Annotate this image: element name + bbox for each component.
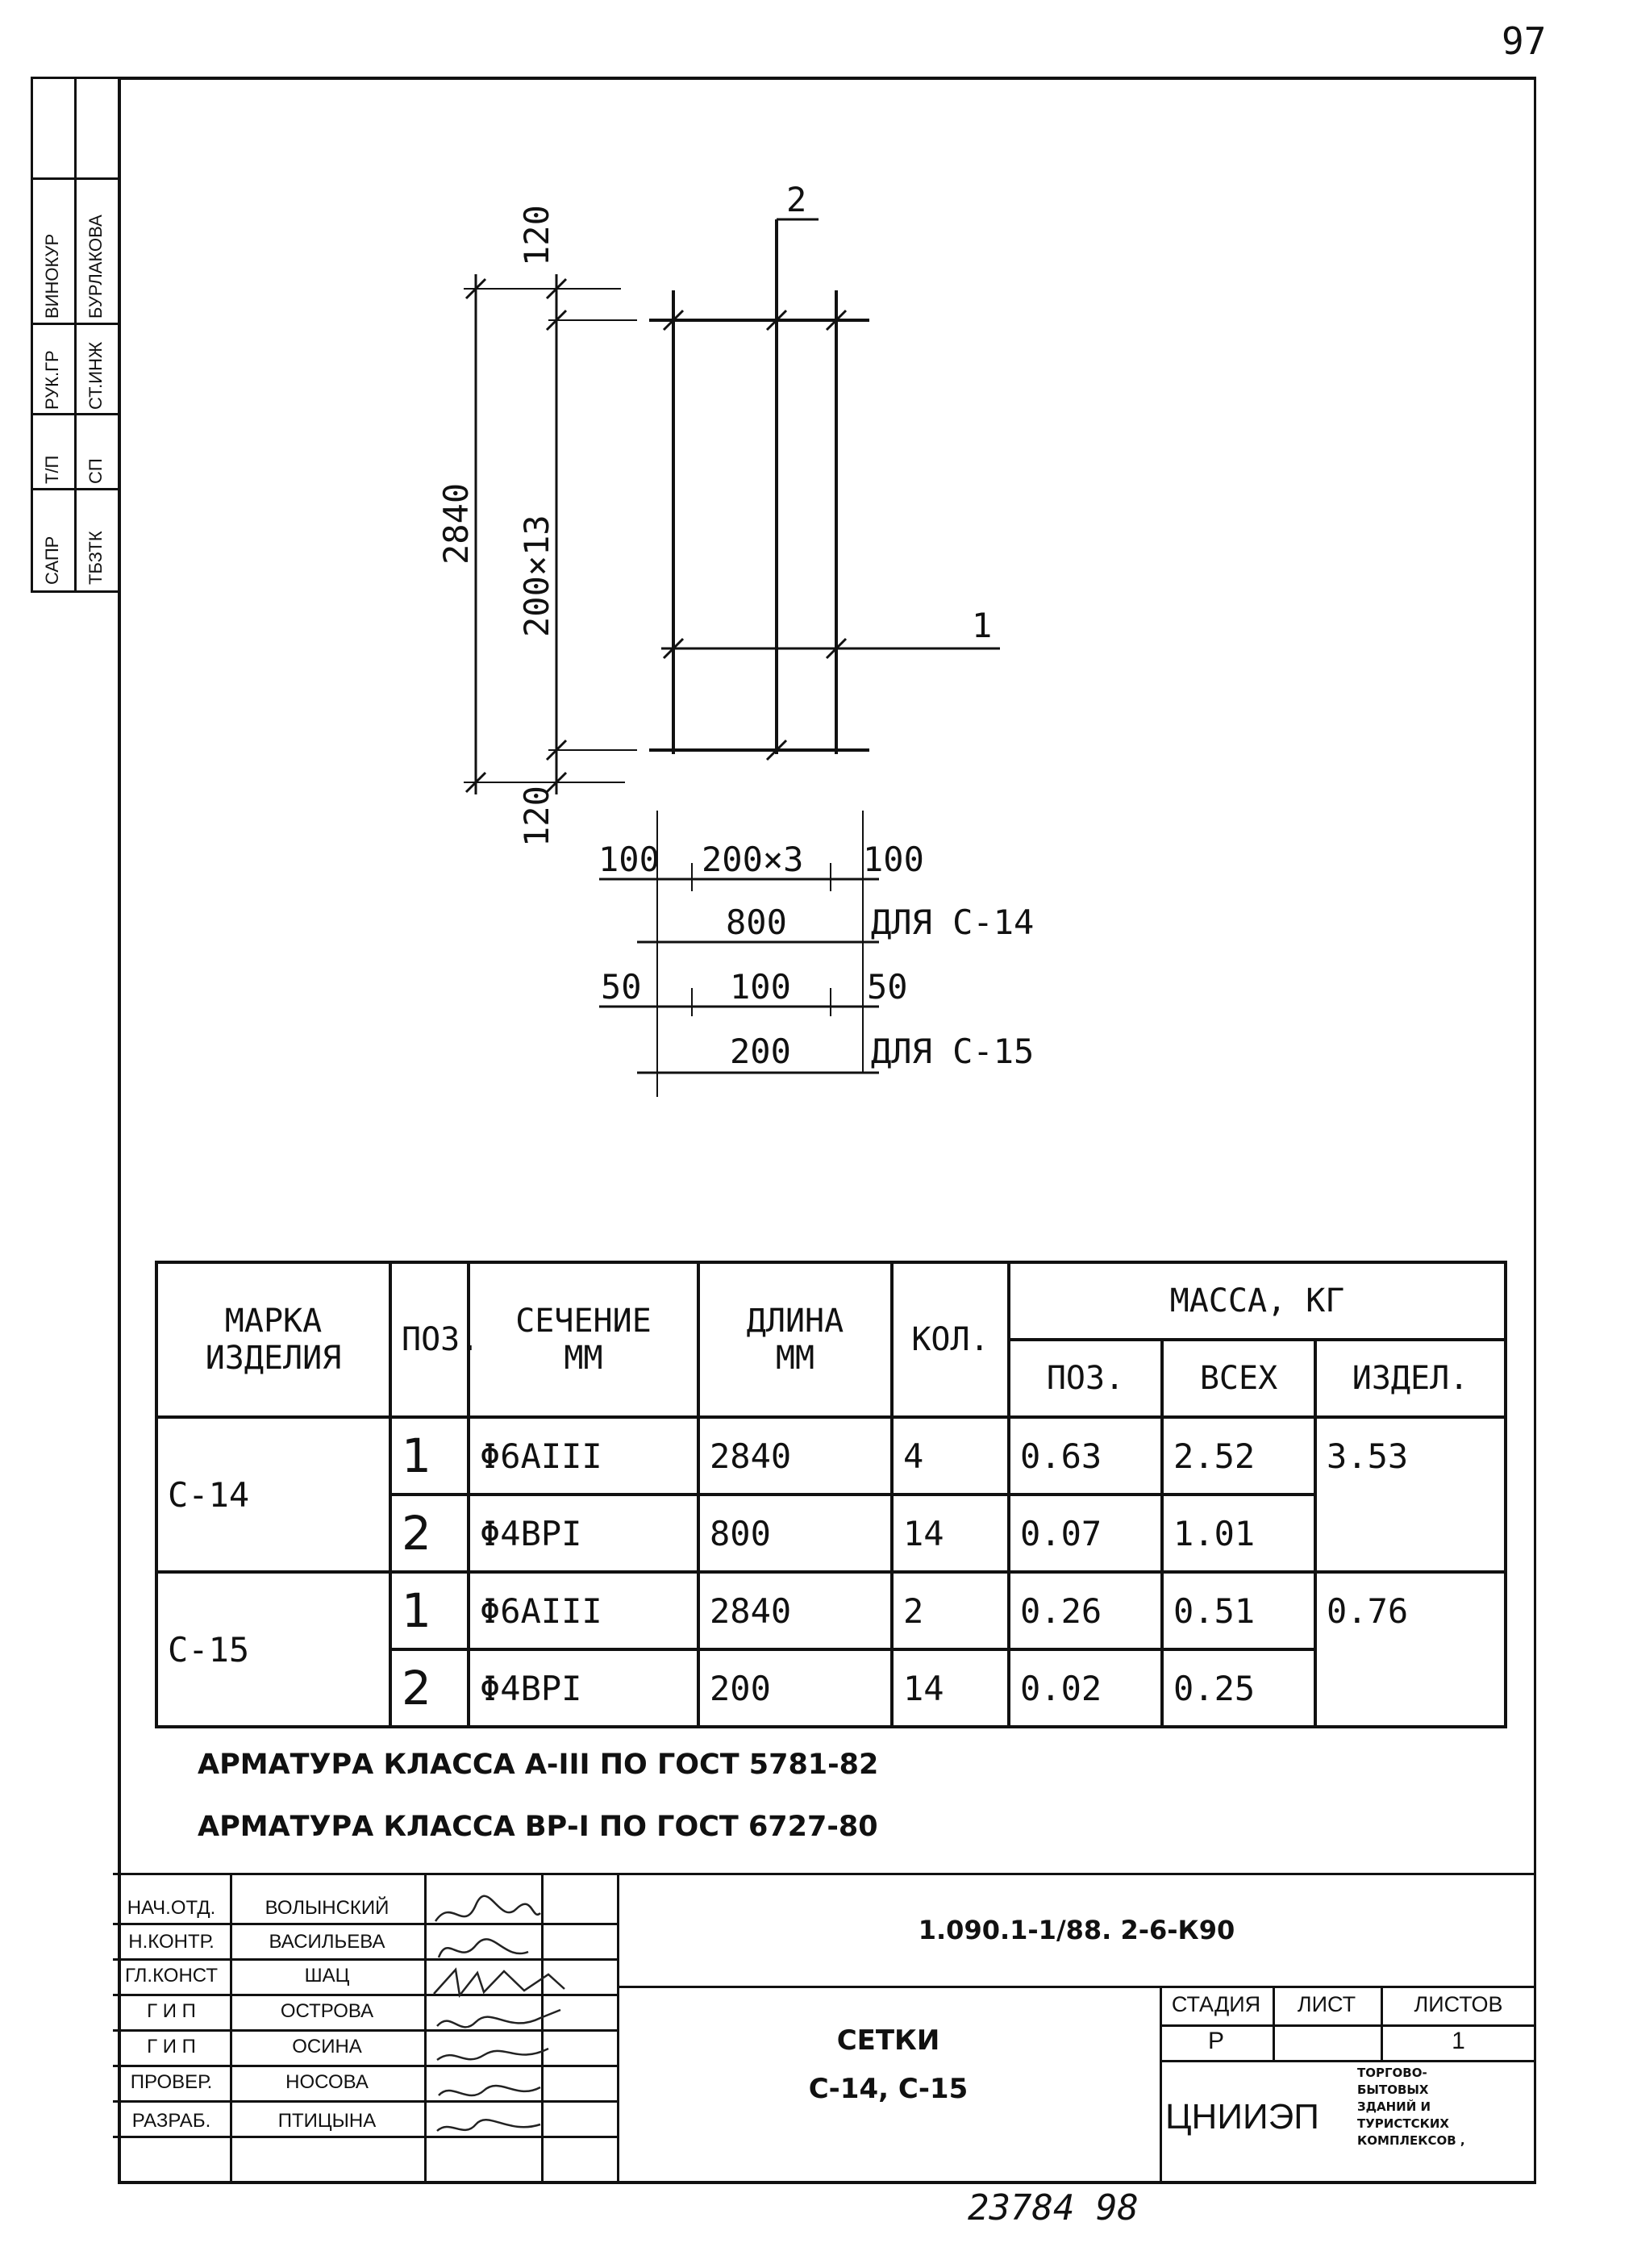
title-block <box>113 1873 1536 2184</box>
dim-top: 120 <box>517 205 556 266</box>
name-cell: ОСТРОВА <box>280 2000 374 2022</box>
mass-item-cell: 0.76 <box>1315 1572 1506 1727</box>
mass-all-cell: 2.52 <box>1162 1417 1315 1495</box>
org-name: ЦНИИЭП <box>1165 2097 1319 2137</box>
mass-all-cell: 1.01 <box>1162 1495 1315 1572</box>
role-cell: ГЛ.КОНСТ <box>125 1965 218 1987</box>
title-line-2: С-14, С-15 <box>808 2073 969 2105</box>
section-cell: Φ4BPI <box>469 1649 698 1727</box>
spec-table <box>155 1261 1507 1728</box>
mass-pos-cell: 0.07 <box>1009 1495 1162 1572</box>
stamp-r1-0: ВИНОКУР <box>42 233 62 319</box>
qty-cell: 14 <box>892 1495 1009 1572</box>
header-mass-item: ИЗДЕЛ. <box>1315 1340 1506 1417</box>
sheets-label: ЛИСТОВ <box>1414 1992 1503 2016</box>
mass-pos-cell: 0.02 <box>1009 1649 1162 1727</box>
pos-cell: 1 <box>390 1417 469 1495</box>
mark-cell: С-15 <box>156 1572 390 1727</box>
section-cell: Φ4BPI <box>469 1495 698 1572</box>
header-section: СЕЧЕНИЕ ММ <box>469 1262 698 1417</box>
stage-value: Р <box>1207 2028 1224 2054</box>
pos-cell: 2 <box>390 1495 469 1572</box>
qty-cell: 4 <box>892 1417 1009 1495</box>
header-mass-pos: ПОЗ. <box>1009 1340 1162 1417</box>
header-mass: МАССА, КГ <box>1009 1262 1506 1340</box>
mass-all-cell: 0.25 <box>1162 1649 1315 1727</box>
stamp-r2-1: СТ.ИНЖ <box>85 341 106 410</box>
stage-label: СТАДИЯ <box>1171 1992 1261 2016</box>
role-cell: Г И П <box>147 2000 196 2022</box>
length-cell: 2840 <box>698 1572 892 1649</box>
mass-pos-cell: 0.26 <box>1009 1572 1162 1649</box>
row1-left: 100 <box>598 840 660 879</box>
stamp-r1-3: САПР <box>42 536 62 585</box>
dim-span: 200×13 <box>517 515 556 637</box>
mass-pos-cell: 0.63 <box>1009 1417 1162 1495</box>
qty-cell: 2 <box>892 1572 1009 1649</box>
role-cell: Г И П <box>147 2036 196 2057</box>
header-qty: КОЛ. <box>892 1262 1009 1417</box>
role-cell: ПРОВЕР. <box>130 2071 213 2093</box>
mark-cell: С-14 <box>156 1417 390 1572</box>
mass-item-cell: 3.53 <box>1315 1417 1506 1572</box>
mass-all-cell: 0.51 <box>1162 1572 1315 1649</box>
header-length: ДЛИНА ММ <box>698 1262 892 1417</box>
bottom-stamp: 23784 98 <box>968 2187 1139 2228</box>
name-cell: ШАЦ <box>304 1965 350 1987</box>
stamp-r2-2: СП <box>85 458 106 484</box>
qty-cell: 14 <box>892 1649 1009 1727</box>
row1-right: 100 <box>863 840 924 879</box>
row4-mid: 200 <box>730 1032 791 1071</box>
length-cell: 800 <box>698 1495 892 1572</box>
pos-cell: 2 <box>390 1649 469 1727</box>
sheet-label: ЛИСТ <box>1297 1992 1356 2016</box>
name-cell: ПТИЦЫНА <box>277 2110 377 2132</box>
name-cell: ОСИНА <box>292 2036 362 2057</box>
length-cell: 2840 <box>698 1417 892 1495</box>
sheet-number: 97 <box>1502 19 1547 63</box>
row3-mid: 100 <box>730 967 791 1007</box>
name-cell: ВАСИЛЬЕВА <box>269 1931 385 1953</box>
sheets-value: 1 <box>1452 2028 1465 2054</box>
row4-note: ДЛЯ С-15 <box>871 1032 1035 1071</box>
signatures <box>427 1889 621 2184</box>
section-cell: Φ6AIII <box>469 1572 698 1649</box>
name-cell: ВОЛЫНСКИЙ <box>265 1897 390 1919</box>
table-row <box>156 1572 1506 1649</box>
row3-right: 50 <box>867 967 908 1007</box>
org-description: ТОРГОВО- БЫТОВЫХ ЗДАНИЙ И ТУРИСТСКИХ КОМПЛЕКСОВ , <box>1357 2066 1465 2148</box>
stamp-r2-0: БУРЛАКОВА <box>85 215 106 319</box>
dim-bottom: 120 <box>517 786 556 847</box>
pos-cell: 1 <box>390 1572 469 1649</box>
row1-mid: 200×3 <box>702 840 804 879</box>
role-cell: РАЗРАБ. <box>131 2110 211 2132</box>
table-row <box>156 1417 1506 1495</box>
dim-total-height: 2840 <box>436 482 476 565</box>
section-cell: Φ6AIII <box>469 1417 698 1495</box>
header-pos: ПОЗ. <box>390 1262 469 1417</box>
stamp-r1-2: Т/П <box>42 455 62 484</box>
note-2: АРМАТУРА КЛАССА ВР-I ПО ГОСТ 6727-80 <box>198 1811 878 1843</box>
note-1: АРМАТУРА КЛАССА А-III ПО ГОСТ 5781-82 <box>198 1749 879 1781</box>
header-mass-all: ВСЕХ <box>1162 1340 1315 1417</box>
name-cell: НОСОВА <box>285 2071 369 2093</box>
stamp-r1-1: РУК.ГР <box>42 350 62 410</box>
title-line-1: СЕТКИ <box>836 2024 940 2057</box>
pos-2-label: 2 <box>786 180 807 219</box>
row3-left: 50 <box>601 967 642 1007</box>
header-mark: МАРКА ИЗДЕЛИЯ <box>156 1262 390 1417</box>
doc-code: 1.090.1-1/88. 2-6-К90 <box>918 1915 1235 1945</box>
row2-mid: 800 <box>726 903 787 942</box>
pos-1-label: 1 <box>972 606 993 645</box>
length-cell: 200 <box>698 1649 892 1727</box>
role-cell: НАЧ.ОТД. <box>127 1897 216 1919</box>
row2-note: ДЛЯ С-14 <box>871 903 1035 942</box>
role-cell: Н.КОНТР. <box>128 1931 215 1953</box>
stamp-r2-3: ТБЗТК <box>85 531 106 585</box>
